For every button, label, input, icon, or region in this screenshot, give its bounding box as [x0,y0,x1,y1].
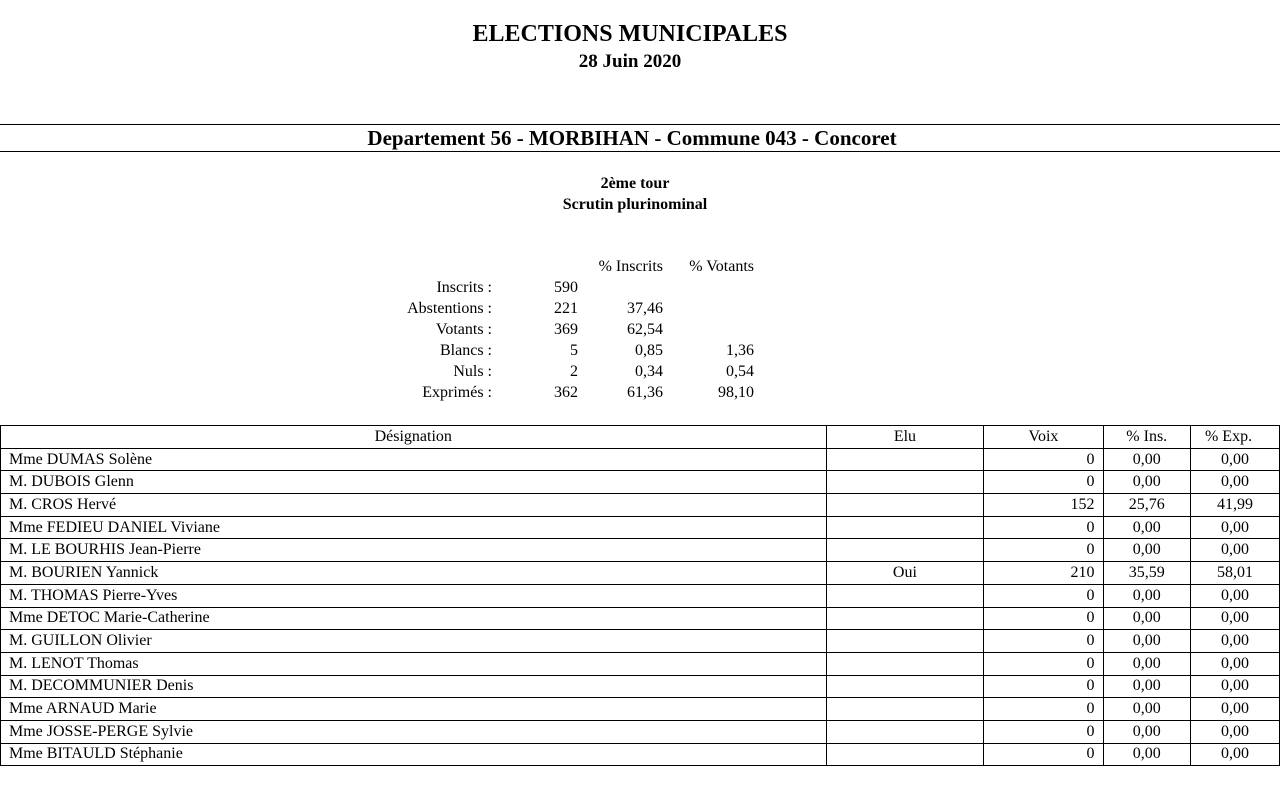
candidate-elu [826,516,984,539]
stats-value: 590 [554,279,578,296]
candidate-pct-exp: 0,00 [1190,630,1279,653]
table-row [1,607,1280,630]
candidate-name: M. DECOMMUNIER Denis [1,675,827,698]
page-title: ELECTIONS MUNICIPALES [472,21,788,47]
stats-pct-votants: 98,10 [718,384,754,401]
candidate-pct-exp: 0,00 [1190,607,1279,630]
table-row [1,743,1280,766]
table-row [1,675,1280,698]
header-elu: Elu [826,426,984,449]
candidate-elu [826,607,984,630]
location-title: Departement 56 - MORBIHAN - Commune 043 - Concoret [367,126,897,150]
candidate-name: M. GUILLON Olivier [1,630,827,653]
table-row [1,720,1280,743]
stats-label: Votants : [435,321,492,338]
candidate-elu [826,539,984,562]
header-voix: Voix [984,426,1103,449]
col-pct-inscrits: % Inscrits [598,258,663,275]
candidate-pct-exp: 41,99 [1190,494,1279,517]
candidate-pct-exp: 0,00 [1190,675,1279,698]
candidate-elu [826,584,984,607]
candidate-pct-exp: 0,00 [1190,471,1279,494]
stats-value: 2 [570,363,578,380]
candidate-name: Mme DUMAS Solène [1,448,827,471]
candidate-pct-exp: 0,00 [1190,539,1279,562]
candidate-name: Mme DETOC Marie-Catherine [1,607,827,630]
candidate-pct-ins: 25,76 [1103,494,1190,517]
stats-pct-votants: 1,36 [726,342,754,359]
col-pct-votants: % Votants [689,258,754,275]
candidate-name: M. LENOT Thomas [1,652,827,675]
candidate-elu: Oui [826,562,984,585]
candidate-pct-ins: 0,00 [1103,584,1190,607]
candidate-pct-ins: 0,00 [1103,471,1190,494]
candidate-elu [826,652,984,675]
candidate-voix: 152 [984,494,1103,517]
table-row [1,630,1280,653]
stats-label: Blancs : [440,342,492,359]
stats-label: Abstentions : [407,300,492,317]
table-row [1,516,1280,539]
candidate-elu [826,630,984,653]
candidate-name: M. THOMAS Pierre-Yves [1,584,827,607]
table-row [1,494,1280,517]
candidate-voix: 0 [984,584,1103,607]
stats-pct-inscrits: 0,85 [635,342,663,359]
candidate-pct-ins: 0,00 [1103,516,1190,539]
candidate-pct-exp: 0,00 [1190,516,1279,539]
stats-label: Nuls : [453,363,492,380]
header-pct-exp: % Exp. [1190,426,1279,449]
candidate-voix: 0 [984,652,1103,675]
candidate-pct-exp: 0,00 [1190,720,1279,743]
candidate-pct-exp: 0,00 [1190,743,1279,766]
candidate-pct-ins: 0,00 [1103,698,1190,721]
candidate-pct-ins: 0,00 [1103,675,1190,698]
stats-pct-inscrits: 0,34 [635,363,663,380]
candidate-voix: 0 [984,448,1103,471]
candidate-name: Mme ARNAUD Marie [1,698,827,721]
candidate-name: M. DUBOIS Glenn [1,471,827,494]
stats-pct-inscrits: 61,36 [627,384,663,401]
candidate-voix: 0 [984,539,1103,562]
candidate-voix: 0 [984,607,1103,630]
stats-value: 362 [554,384,578,401]
candidate-pct-ins: 35,59 [1103,562,1190,585]
candidate-elu [826,675,984,698]
candidate-pct-exp: 58,01 [1190,562,1279,585]
table-row [1,471,1280,494]
candidate-voix: 0 [984,743,1103,766]
stats-pct-inscrits: 37,46 [627,300,663,317]
candidate-name: Mme JOSSE-PERGE Sylvie [1,720,827,743]
candidate-pct-ins: 0,00 [1103,539,1190,562]
header-pct-ins: % Ins. [1103,426,1190,449]
stats-pct-votants: 0,54 [726,363,754,380]
ballot-type: Scrutin plurinominal [562,196,708,213]
candidate-elu [826,720,984,743]
stats-label: Inscrits : [436,279,492,296]
candidate-pct-exp: 0,00 [1190,584,1279,607]
candidate-elu [826,698,984,721]
candidate-pct-ins: 0,00 [1103,743,1190,766]
table-row [1,448,1280,471]
candidate-name: Mme FEDIEU DANIEL Viviane [1,516,827,539]
candidate-pct-ins: 0,00 [1103,630,1190,653]
candidate-elu [826,494,984,517]
table-header-row [1,426,1280,449]
candidate-voix: 0 [984,720,1103,743]
election-date: 28 Juin 2020 [578,51,682,72]
stats-value: 5 [570,342,578,359]
candidate-pct-exp: 0,00 [1190,698,1279,721]
stats-value: 221 [554,300,578,317]
round-label: 2ème tour [600,175,670,192]
candidate-voix: 0 [984,675,1103,698]
stats-value: 369 [554,321,578,338]
stats-label: Exprimés : [422,384,492,401]
candidate-pct-ins: 0,00 [1103,607,1190,630]
table-row [1,562,1280,585]
candidate-name: M. BOURIEN Yannick [1,562,827,585]
candidate-pct-ins: 0,00 [1103,720,1190,743]
candidate-voix: 0 [984,630,1103,653]
header-designation: Désignation [1,426,827,449]
candidate-pct-exp: 0,00 [1190,448,1279,471]
candidate-pct-exp: 0,00 [1190,652,1279,675]
candidate-voix: 210 [984,562,1103,585]
candidates-table [0,425,1280,766]
candidate-elu [826,471,984,494]
candidate-voix: 0 [984,471,1103,494]
table-row [1,698,1280,721]
table-row [1,584,1280,607]
candidate-pct-ins: 0,00 [1103,652,1190,675]
candidate-voix: 0 [984,516,1103,539]
stats-pct-inscrits: 62,54 [627,321,663,338]
candidate-elu [826,448,984,471]
candidate-name: Mme BITAULD Stéphanie [1,743,827,766]
table-row [1,652,1280,675]
table-row [1,539,1280,562]
candidate-name: M. CROS Hervé [1,494,827,517]
candidate-voix: 0 [984,698,1103,721]
candidate-name: M. LE BOURHIS Jean-Pierre [1,539,827,562]
candidate-elu [826,743,984,766]
candidate-pct-ins: 0,00 [1103,448,1190,471]
